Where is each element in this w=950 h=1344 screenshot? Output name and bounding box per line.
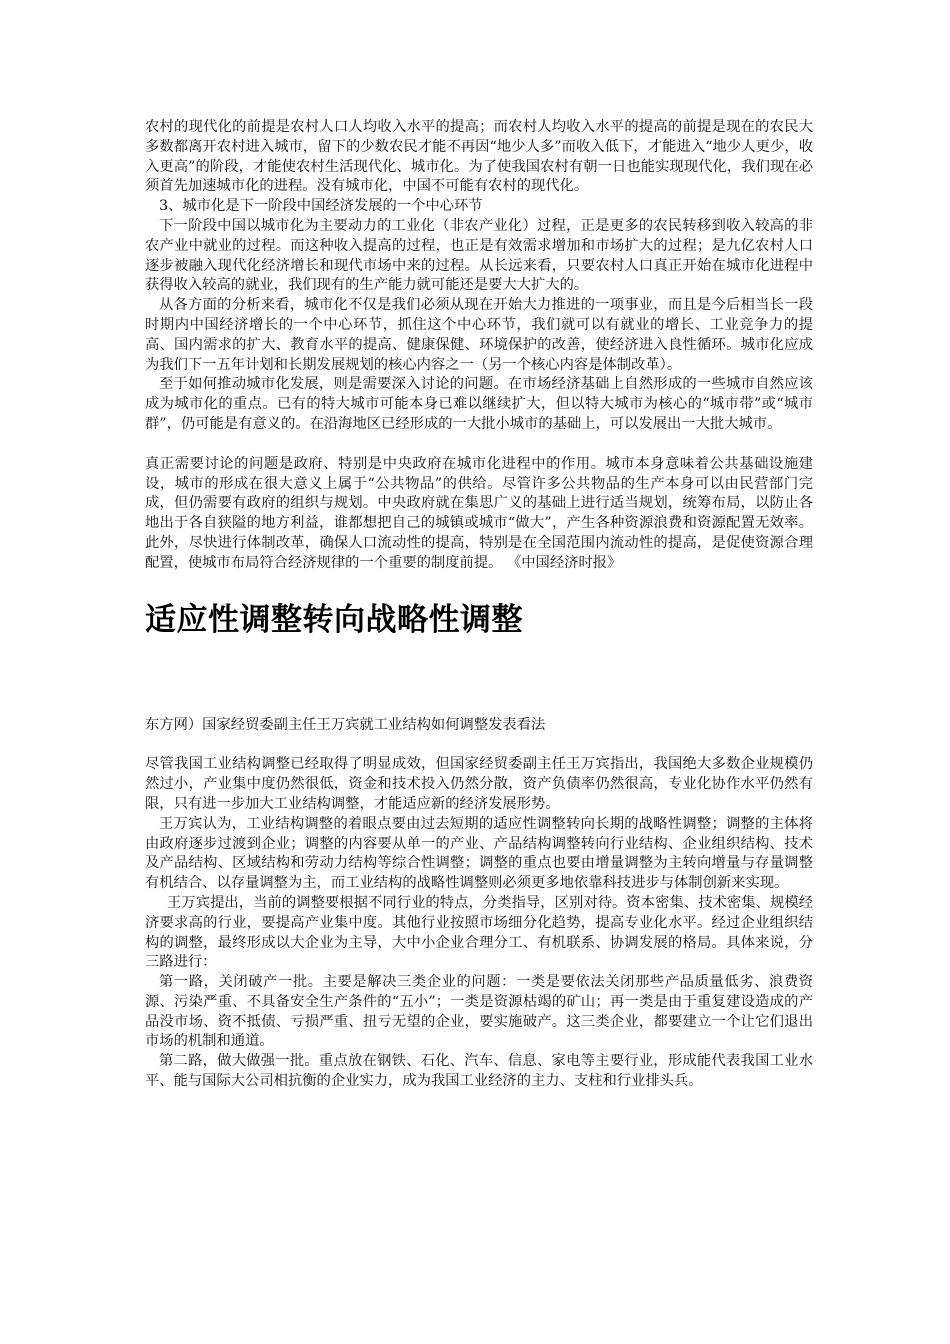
article1-paragraph-3: 从各方面的分析来看，城市化不仅是我们必须从现在开始大力推进的一项事业，而且是今后相当长一段时期内中国经济增长的一个中心环节，抓住这个中心环节，我们就可以有就业的增长、工业竞争力的提高、国内需求的扩大、教育水平的提高、健康保健、环境保护的改善，使经济进入良性循环。城市化应成为我们下一五年计划和长期发展规划的核心内容之一（另一个核心内容是体制改革）。 [145,297,813,373]
article2-paragraph-2: 王万宾认为，工业结构调整的着眼点要由过去短期的适应性调整转向长期的战略性调整；调整的主体将由政府逐步过渡到企业；调整的内容要从单一的产业、产品结构调整转向行业结构、企业组织结构、技术及产品结构、区域结构和劳动力结构等综合性调整；调整的重点也要由增量调整为主转向增量与存量调整有机结合、以存量调整为主，而工业结构的战略性调整则必须更多地依靠科技进步与体制创新来实现。 [145,815,813,892]
paragraph-spacer [145,435,813,455]
article1-paragraph-2: 下一阶段中国以城市化为主要动力的工业化（非农产业化）过程，正是更多的农民转移到收入较高的非农产业中就业的过程。而这种收入提高的过程，也正是有效需求增加和市场扩大的过程；是九亿农村人口逐步被融入现代化经济增长和现代市场中来的过程。从长远来看，只要农村人口真正开始在城市化进程中获得收入较高的就业，我们现有的生产能力就可能还是要大大扩大的。 [145,217,813,294]
article2-title: 适应性调整转向战略性调整 [145,601,523,638]
article2-paragraph-5: 第二路，做大做强一批。重点放在钢铁、石化、汽车、信息、家电等主要行业，形成能代表我国工业水平、能与国际大公司相抗衡的企业实力，成为我国工业经济的主力、支柱和行业排头兵。 [145,1053,813,1090]
document-page [145,118,813,1092]
paragraph-spacer [145,735,813,755]
article2-paragraph-3: 王万宾提出，当前的调整要根据不同行业的特点，分类指导，区别对待。资本密集、技术密集、规模经济要求高的行业，要提高产业集中度。其他行业按照市场细分化趋势，提高专业化水平。经过企业组织结构的调整，最终形成以大企业为主导，大中小企业合理分工、有机联系、协调发展的格局。具体来说，分三路进行： [145,894,813,971]
article1-paragraph-1: 农村的现代化的前提是农村人口人均收入水平的提高；而农村人均收入水平的提高的前提是现在的农民大多数都离开农村进入城市，留下的少数农民才能不再因“地少人多”而收入低下，才能进入“地少人更少，收入更高”的阶段，才能使农村生活现代化、城市化。为了使我国农村有朝一日也能实现现代化，我们现在必须首先加速城市化的进程。没有城市化，中国不可能有农村的现代化。 [145,119,813,195]
article2-paragraph-1: 尽管我国工业结构调整已经取得了明显成效，但国家经贸委副主任王万宾指出，我国绝大多数企业规模仍然过小，产业集中度仍然很低，资金和技术投入仍然分散，资产负债率仍然很高，专业化协作水平仍然有限，只有进一步加大工业结构调整，才能适应新的经济发展形势。 [145,756,813,812]
title-spacer [145,642,813,716]
article2-paragraph-4: 第一路，关闭破产一批。主要是解决三类企业的问题：一类是要依法关闭那些产品质量低劣、浪费资源、污染严重、不具备安全生产条件的“五小”；一类是资源枯竭的矿山；再一类是由于重复建设造成的产品没市场、资不抵债、亏损严重、扭亏无望的企业，要实施破产。这三类企业，都要建立一个让它们退出市场的机制和通道。 [145,974,813,1050]
article1-paragraph-4: 至于如何推动城市化发展，则是需要深入讨论的问题。在市场经济基础上自然形成的一些城市自然应该成为城市化的重点。已有的特大城市可能本身已难以继续扩大，但以特大城市为核心的“城市带”或“城市群”，仍可能是有意义的。在沿海地区已经形成的一大批小城市的基础上，可以发展出一大批大城市。 [145,376,813,432]
article2-source-line: 东方网）国家经贸委副主任王万宾就工业结构如何调整发表看法 [145,716,546,733]
section-heading-3: 3、城市化是下一阶段中国经济发展的一个中心环节 [159,198,483,215]
article1-paragraph-5: 真正需要讨论的问题是政府、特别是中央政府在城市化进程中的作用。城市本身意味着公共基础设施建设，城市的形成在很大意义上属于“公共物品”的供给。尽管许多公共物品的生产本身可以由民营部门完成，但仍需要有政府的组织与规划。中央政府就在集思广义的基础上进行适当规划，统筹布局，以防止各地出于各自狭隘的地方利益，谁都想把自己的城镇或城市“做大”，产生各种资源浪费和资源配置无效率。此外，尽快进行体制改革，确保人口流动性的提高，特别是在全国范围内流动性的提高，是促使资源合理配置，使城市布局符合经济规律的一个重要的制度前提。 《中国经济时报》 [145,455,813,571]
